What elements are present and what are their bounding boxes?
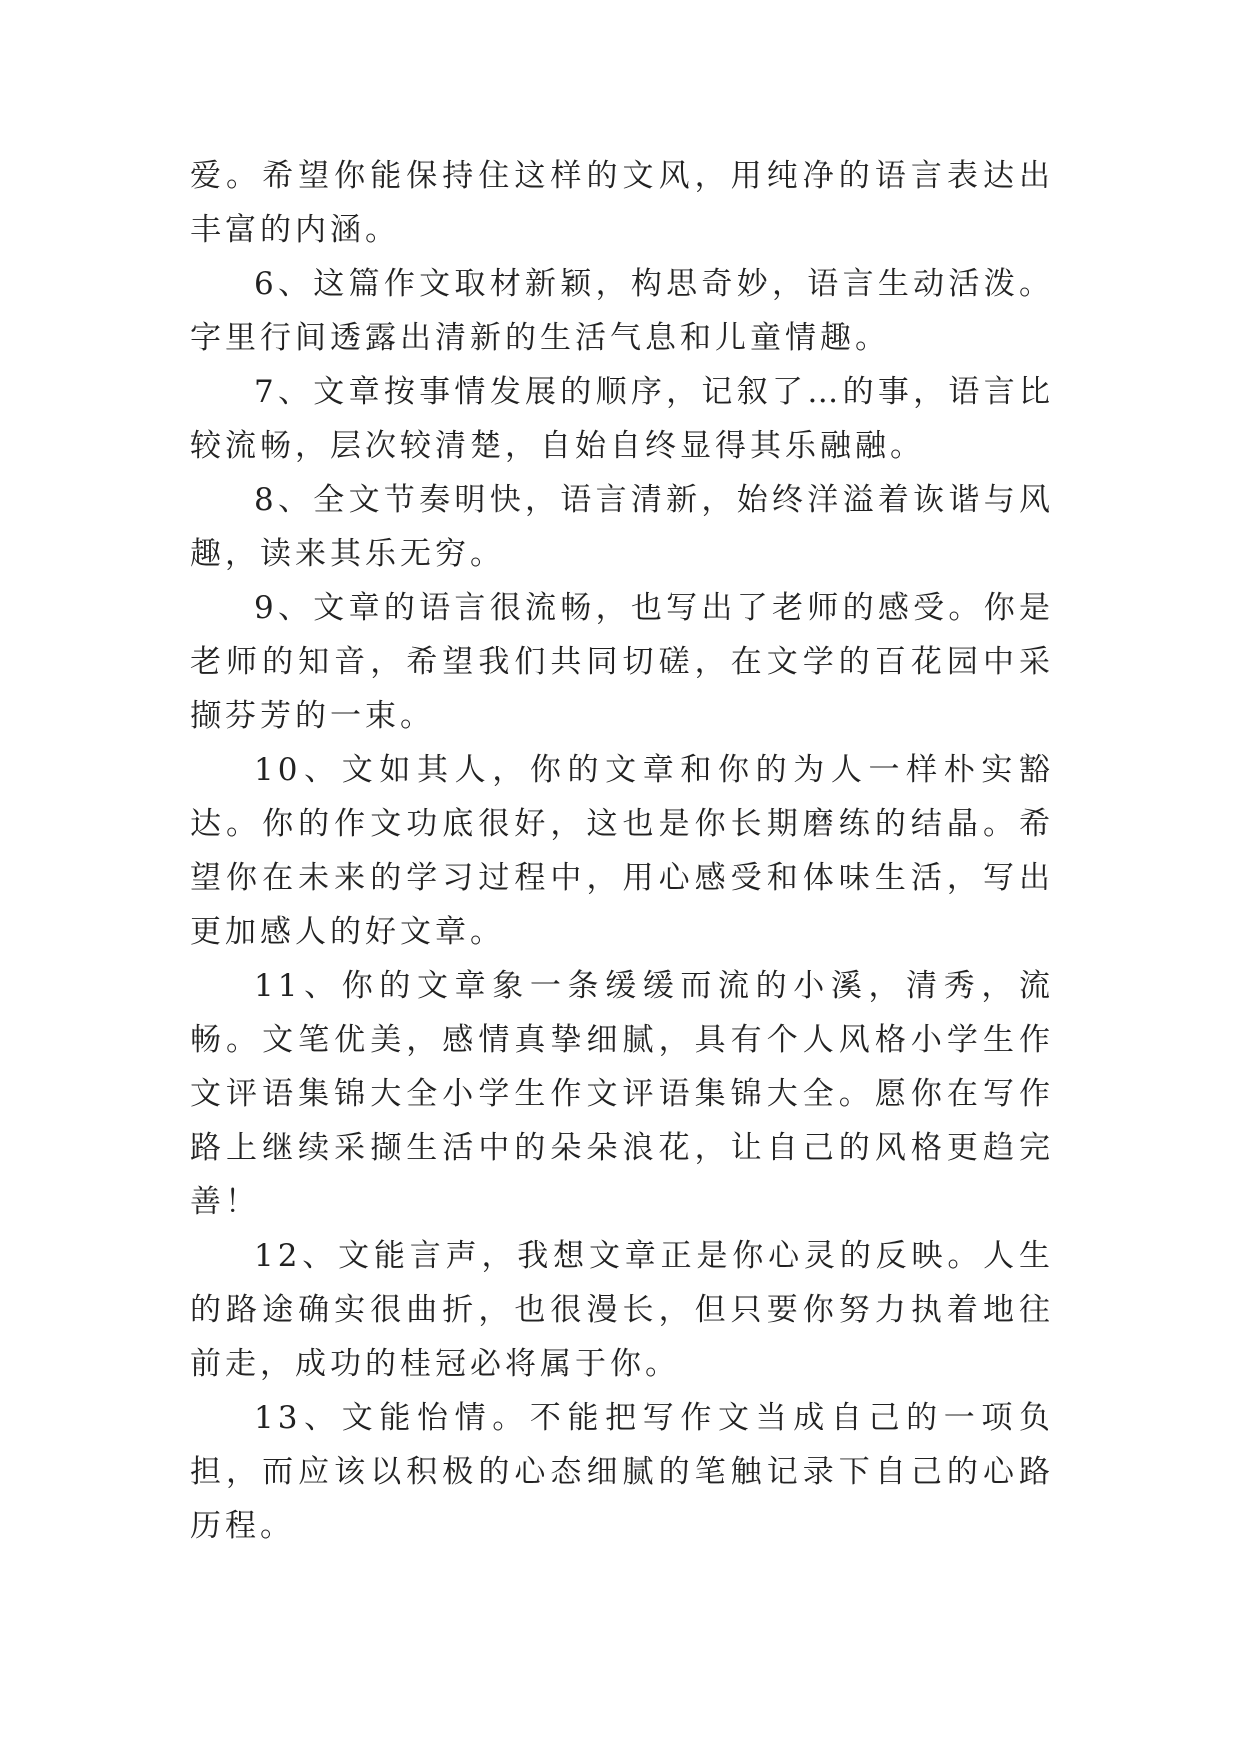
paragraph-comment-11: 11、你的文章象一条缓缓而流的小溪，清秀，流畅。文笔优美，感情真挚细腻，具有个人风格小学生作文评语集锦大全小学生作文评语集锦大全。愿你在写作路上继续采撷生活中的朵朵浪花，让自己的风格更趋完善！ <box>190 968 1054 1220</box>
paragraph-comment-8: 8、全文节奏明快，语言清新，始终洋溢着诙谐与风趣，读来其乐无穷。 <box>190 482 1054 572</box>
paragraph-comment-6: 6、这篇作文取材新颖，构思奇妙，语言生动活泼。字里行间透露出清新的生活气息和儿童情趣。 <box>190 266 1054 356</box>
paragraph-comment-9: 9、文章的语言很流畅，也写出了老师的感受。你是老师的知音，希望我们共同切磋，在文学的百花园中采撷芬芳的一束。 <box>190 590 1054 734</box>
paragraph-comment-10: 10、文如其人，你的文章和你的为人一样朴实豁达。你的作文功底很好，这也是你长期磨练的结晶。希望你在未来的学习过程中，用心感受和体味生活，写出更加感人的好文章。 <box>190 752 1054 950</box>
document-page <box>190 149 1054 1553</box>
paragraph-comment-12: 12、文能言声，我想文章正是你心灵的反映。人生的路途确实很曲折，也很漫长，但只要你努力执着地往前走，成功的桂冠必将属于你。 <box>190 1238 1054 1382</box>
paragraph-continuation: 爱。希望你能保持住这样的文风，用纯净的语言表达出丰富的内涵。 <box>190 158 1054 248</box>
paragraph-comment-7: 7、文章按事情发展的顺序，记叙了…的事，语言比较流畅，层次较清楚，自始自终显得其乐融融。 <box>190 374 1054 464</box>
paragraph-comment-13: 13、文能怡情。不能把写作文当成自己的一项负担，而应该以积极的心态细腻的笔触记录下自己的心路历程。 <box>190 1400 1054 1544</box>
